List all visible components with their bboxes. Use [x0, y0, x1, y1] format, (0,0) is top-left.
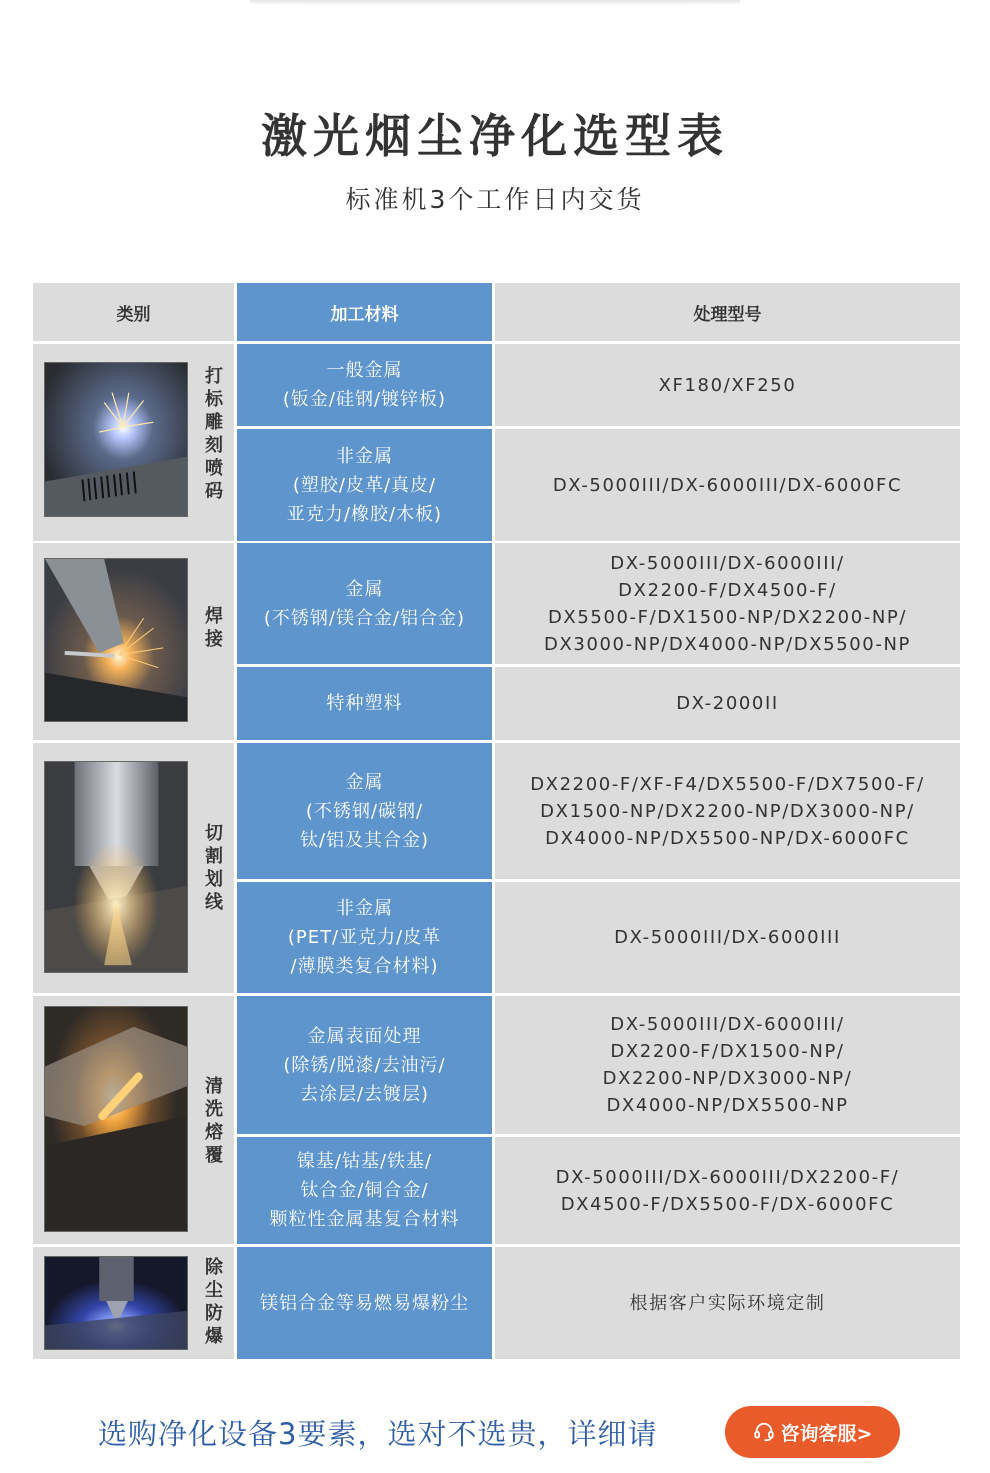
material-line: (塑胶/皮革/真皮/ — [292, 474, 437, 496]
material-cell — [237, 996, 492, 1134]
page-title: 激光烟尘净化选型表 — [261, 109, 729, 163]
footer-text: 选购净化设备3要素，选对不选贵，详细请 — [98, 1417, 658, 1451]
category-label-welding: 焊接 — [205, 606, 223, 650]
material-line: 去涂层/去镀层) — [299, 1083, 430, 1105]
category-label-cleaning: 清洗熔覆 — [205, 1076, 223, 1166]
header-category: 类别 — [33, 283, 234, 341]
material-line: 金属 — [345, 578, 384, 600]
model-cell — [495, 344, 960, 426]
model-line: XF180/XF250 — [658, 374, 797, 396]
model-line: DX-5000III/DX-6000III/ — [610, 552, 845, 574]
material-line: 颗粒性金属基复合材料 — [269, 1209, 460, 1230]
material-cell — [237, 1247, 492, 1359]
material-cell — [237, 882, 492, 993]
model-cell — [495, 882, 960, 993]
model-line: DX-5000III/DX-6000III/ — [610, 1014, 845, 1035]
model-line: DX2200-F/XF-F4/DX5500-F/DX7500-F/ — [530, 773, 925, 795]
model-cell — [495, 996, 960, 1134]
material-cell — [237, 1137, 492, 1244]
page-subtitle: 标准机3个工作日内交货 — [345, 185, 645, 214]
header-model: 处理型号 — [495, 283, 960, 341]
material-line: 钛合金/铜合金/ — [300, 1180, 429, 1201]
consult-button-label: 咨询客服> — [780, 1422, 873, 1445]
top-decoration — [250, 0, 740, 6]
material-line: 特种塑料 — [326, 693, 403, 714]
model-line: DX3000-NP/DX4000-NP/DX5500-NP — [544, 633, 911, 655]
material-line: 亚克力/橡胶/木板) — [286, 503, 443, 525]
material-line: /薄膜类复合材料) — [290, 956, 439, 977]
category-label-dust: 除尘防爆 — [205, 1257, 223, 1347]
laser-marking-photo — [44, 362, 188, 517]
model-line: DX4000-NP/DX5500-NP — [606, 1095, 849, 1116]
header-material: 加工材料 — [237, 283, 492, 341]
model-line: DX5500-F/DX1500-NP/DX2200-NP/ — [547, 606, 908, 628]
model-cell — [495, 667, 960, 740]
headset-icon — [753, 1421, 775, 1443]
model-line: DX-5000III/DX-6000III/DX2200-F/ — [555, 1166, 900, 1188]
laser-cutting-photo — [44, 761, 188, 973]
model-cell — [495, 429, 960, 541]
model-line: DX4000-NP/DX5500-NP/DX-6000FC — [545, 827, 910, 849]
material-line: 金属 — [345, 771, 384, 793]
consult-service-button[interactable] — [725, 1406, 900, 1458]
model-line: 根据客户实际环境定制 — [629, 1292, 826, 1314]
material-line: 钛/铝及其合金) — [299, 829, 430, 851]
model-line: DX2200-F/DX1500-NP/ — [610, 1041, 845, 1062]
model-line: DX-5000III/DX-6000III/DX-6000FC — [552, 474, 903, 496]
material-cell — [237, 667, 492, 740]
model-line: DX2200-NP/DX3000-NP/ — [602, 1068, 853, 1089]
model-line: DX2200-F/DX4500-F/ — [618, 579, 837, 601]
model-cell — [495, 543, 960, 664]
material-line: (钣金/硅钢/镀锌板) — [282, 389, 447, 410]
category-label-marking: 打标雕刻喷码 — [205, 366, 223, 502]
material-line: 金属表面处理 — [307, 1025, 422, 1047]
model-line: DX-2000II — [676, 693, 779, 714]
model-line: DX4500-F/DX5500-F/DX-6000FC — [560, 1193, 895, 1215]
material-line: 一般金属 — [326, 360, 403, 381]
category-label-cutting: 切割划线 — [205, 823, 223, 913]
material-line: (不锈钢/碳钢/ — [305, 800, 424, 822]
selection-table — [33, 283, 960, 1359]
material-cell — [237, 543, 492, 664]
material-cell — [237, 743, 492, 879]
model-cell — [495, 1137, 960, 1244]
material-cell — [237, 429, 492, 541]
model-line: DX-5000III/DX-6000III — [614, 927, 841, 948]
model-cell — [495, 743, 960, 879]
laser-cleaning-photo — [44, 1006, 188, 1232]
material-line: 镍基/钴基/铁基/ — [296, 1151, 433, 1172]
material-line: 非金属 — [336, 898, 393, 919]
material-line: (除锈/脱漆/去油污/ — [283, 1054, 446, 1076]
laser-welding-photo — [44, 558, 188, 722]
material-line: 镁铝合金等易燃易爆粉尘 — [260, 1292, 469, 1314]
material-line: (PET/亚克力/皮革 — [287, 927, 442, 948]
model-line: DX1500-NP/DX2200-NP/DX3000-NP/ — [540, 800, 915, 822]
material-line: (不锈钢/镁合金/铝合金) — [263, 607, 466, 629]
dust-explosion-proof-photo — [44, 1256, 188, 1350]
material-line: 非金属 — [336, 445, 393, 467]
model-cell — [495, 1247, 960, 1359]
material-cell — [237, 344, 492, 426]
